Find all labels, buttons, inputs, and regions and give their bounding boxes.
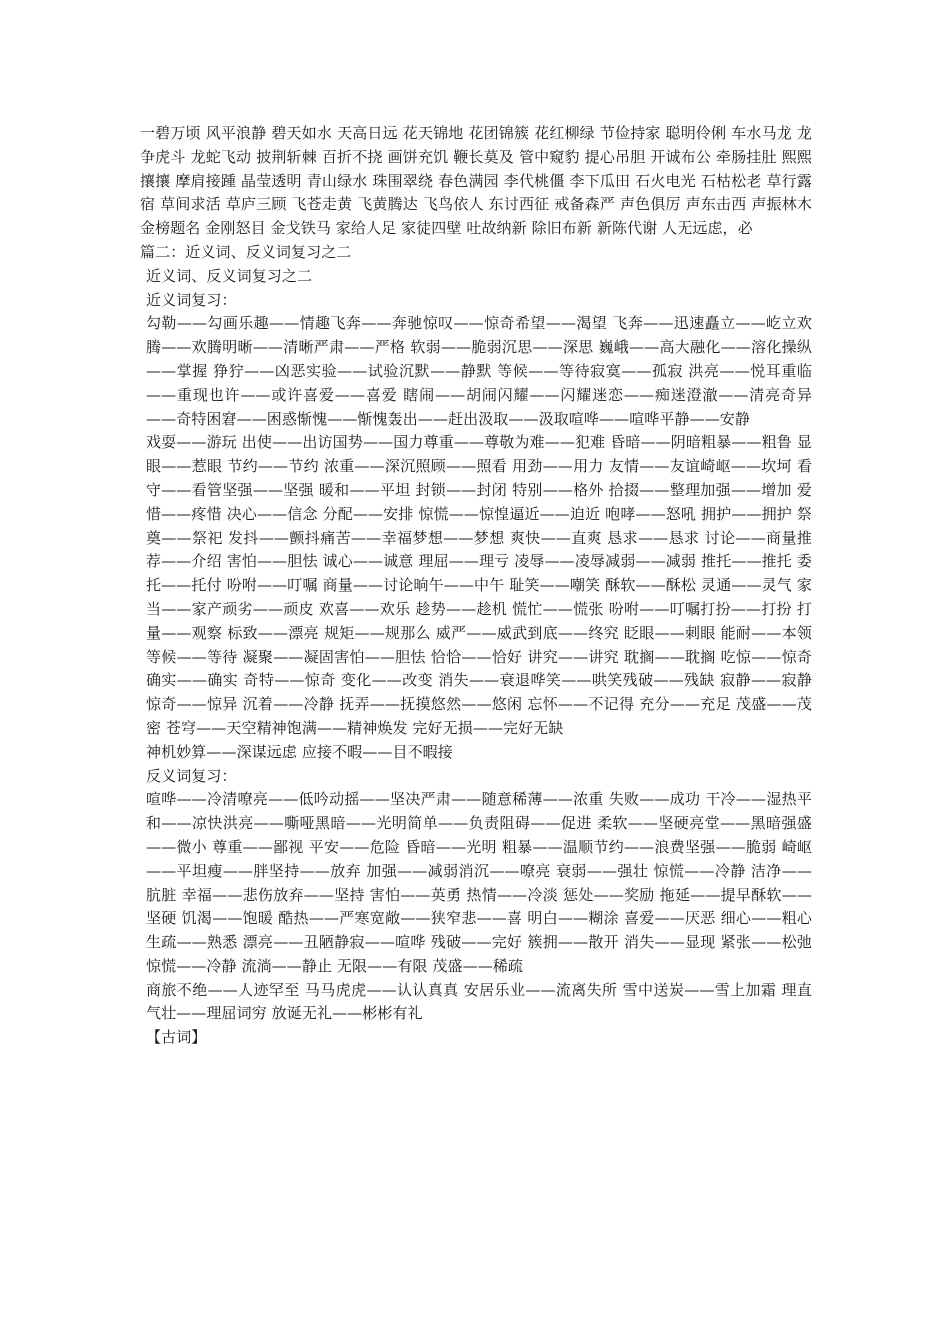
synonym-paragraph-2: 戏耍——游玩 出使——出访国势——国力尊重——尊敬为难——犯难 昏暗——阴暗粗暴——粗鲁 显眼——惹眼 节约——节约 浓重——深沉照顾——照看 用劲——用力 友情——友谊崎岖——坎坷 看守——看管坚强——坚强 暖和——平坦 封锁——封闭 特别——格外 拾掇——整理加强——增加 爱惜——疼惜 决心——信念 分配——安排 惊慌——惊惶逼近——迫近 咆哮——怒吼 拥护——拥护 祭奠——祭祀 发抖——颤抖痛苦——幸福梦想——梦想 爽快——直爽 恳求——恳求 讨论——商量推荐——介绍 害怕——胆怯 诚心——诚意 理屈——理亏 凌辱——凌辱减弱——减弱 推托——推托 委托——托付 吩咐——叮嘱 商量——讨论晌午——中午 耻笑——嘲笑 酥软——酥松 灵通——灵气 家当——家产顽劣——顽皮 欢喜——欢乐 趁势——趁机 慌忙——慌张 吩咐——叮嘱打扮——打扮 打量——观察 标致——漂亮 规矩——规那么 威严——威武到底——终究 眨眼——刺眼 能耐——本领 等候——等待 凝聚——凝固害怕——胆怯 恰恰——恰好 讲究——讲究 耽搁——耽搁 吃惊——惊奇确实——确实 奇特——惊奇 变化——改变 消失——衰退哗笑——哄笑残破——残缺 寂静——寂静 惊奇——惊异 沉着——冷静 抚弄——抚摸悠然——悠闲 忘怀——不记得 充分——充足 茂盛——茂密 苍穹——天空精神饱满——精神焕发 完好无损——完好无缺 <box>146 433 812 737</box>
document-page <box>140 122 812 1050</box>
synonym-idioms: 神机妙算——深谋远虑 应接不暇——目不暇接 <box>146 742 453 761</box>
synonym-paragraph-1: 勾勒——勾画乐趣——情趣飞奔——奔驰惊叹——惊奇希望——渴望 飞奔——迅速矗立——屹立欢腾——欢腾明晰——清晰严肃——严格 软弱——脆弱沉思——深思 巍峨——高大融化——溶化操纵——掌握 狰狞——凶恶实验——试验沉默——静默 等候——等待寂寞——孤寂 洪亮——悦耳重临——重现也许——或许喜爱——喜爱 瞎闹——胡闹闪耀——闪耀迷恋——痴迷澄澈——清亮奇异——奇特困窘——困惑惭愧——惭愧轰出——赶出汲取——汲取喧哗——喧哗平静——安静 <box>146 314 812 428</box>
antonym-heading: 反义词复习： <box>146 766 237 785</box>
section-title: 篇二：近义词、反义词复习之二 <box>140 242 352 261</box>
antonym-paragraph: 喧哗——冷清嘹亮——低吟动摇——坚决严肃——随意稀薄——浓重 失败——成功 干冷——湿热平和——凉快洪亮——嘶哑黑暗——光明简单——负责阻碍——促进 柔软——坚硬亮堂——黑暗强盛——微小 尊重——鄙视 平安——危险 昏暗——光明 粗暴——温顺节约——浪费坚强——脆弱 崎岖——平坦瘦——胖坚持——放弃 加强——减弱消沉——嘹亮 衰弱——强壮 惊慌——冷静 洁净——肮脏 幸福——悲伤放弃——坚持 害怕——英勇 热情——冷淡 惩处——奖励 拖延——提早酥软——坚硬 饥渴——饱暖 酷热——严寒宽敞——狭窄悲——喜 明白——糊涂 喜爱——厌恶 细心——粗心 生疏——熟悉 漂亮——丑陋静寂——喧哗 残破——完好 簇拥——散开 消失——显现 紧张——松弛惊慌——冷静 流淌——静止 无限——有限 茂盛——稀疏 <box>146 790 812 975</box>
antonym-idioms: 商旅不绝——人迹罕至 马马虎虎——认认真真 安居乐业——流离失所 雪中送炭——雪上加霜 理直气壮——理屈词穷 放诞无礼——彬彬有礼 <box>146 980 812 1023</box>
synonym-heading: 近义词复习： <box>146 290 237 309</box>
intro-idiom-paragraph: 一碧万顷 风平浪静 碧天如水 天高日远 花天锦地 花团锦簇 花红柳绿 节俭持家 聪明伶俐 车水马龙 龙争虎斗 龙蛇飞动 披荆斩棘 百折不挠 画饼充饥 鞭长莫及 管中窥豹 提心吊胆 开诚布公 牵肠挂肚 熙熙攘攘 摩肩接踵 晶莹透明 青山绿水 珠围翠绕 春色满园 李代桃僵 李下瓜田 石火电光 石枯松老 草行露宿 草间求活 草庐三顾 飞苍走黄 飞黄腾达 飞鸟依人 东讨西征 戒备森严 声色俱厉 声东击西 声振林木 金榜题名 金刚怒目 金戈铁马 家给人足 家徒四壁 吐故纳新 除旧布新 新陈代谢 人无远虑，必 <box>140 124 812 238</box>
gu-ci-heading: 【古词】 <box>146 1028 207 1047</box>
document-subtitle: 近义词、反义词复习之二 <box>146 266 313 285</box>
